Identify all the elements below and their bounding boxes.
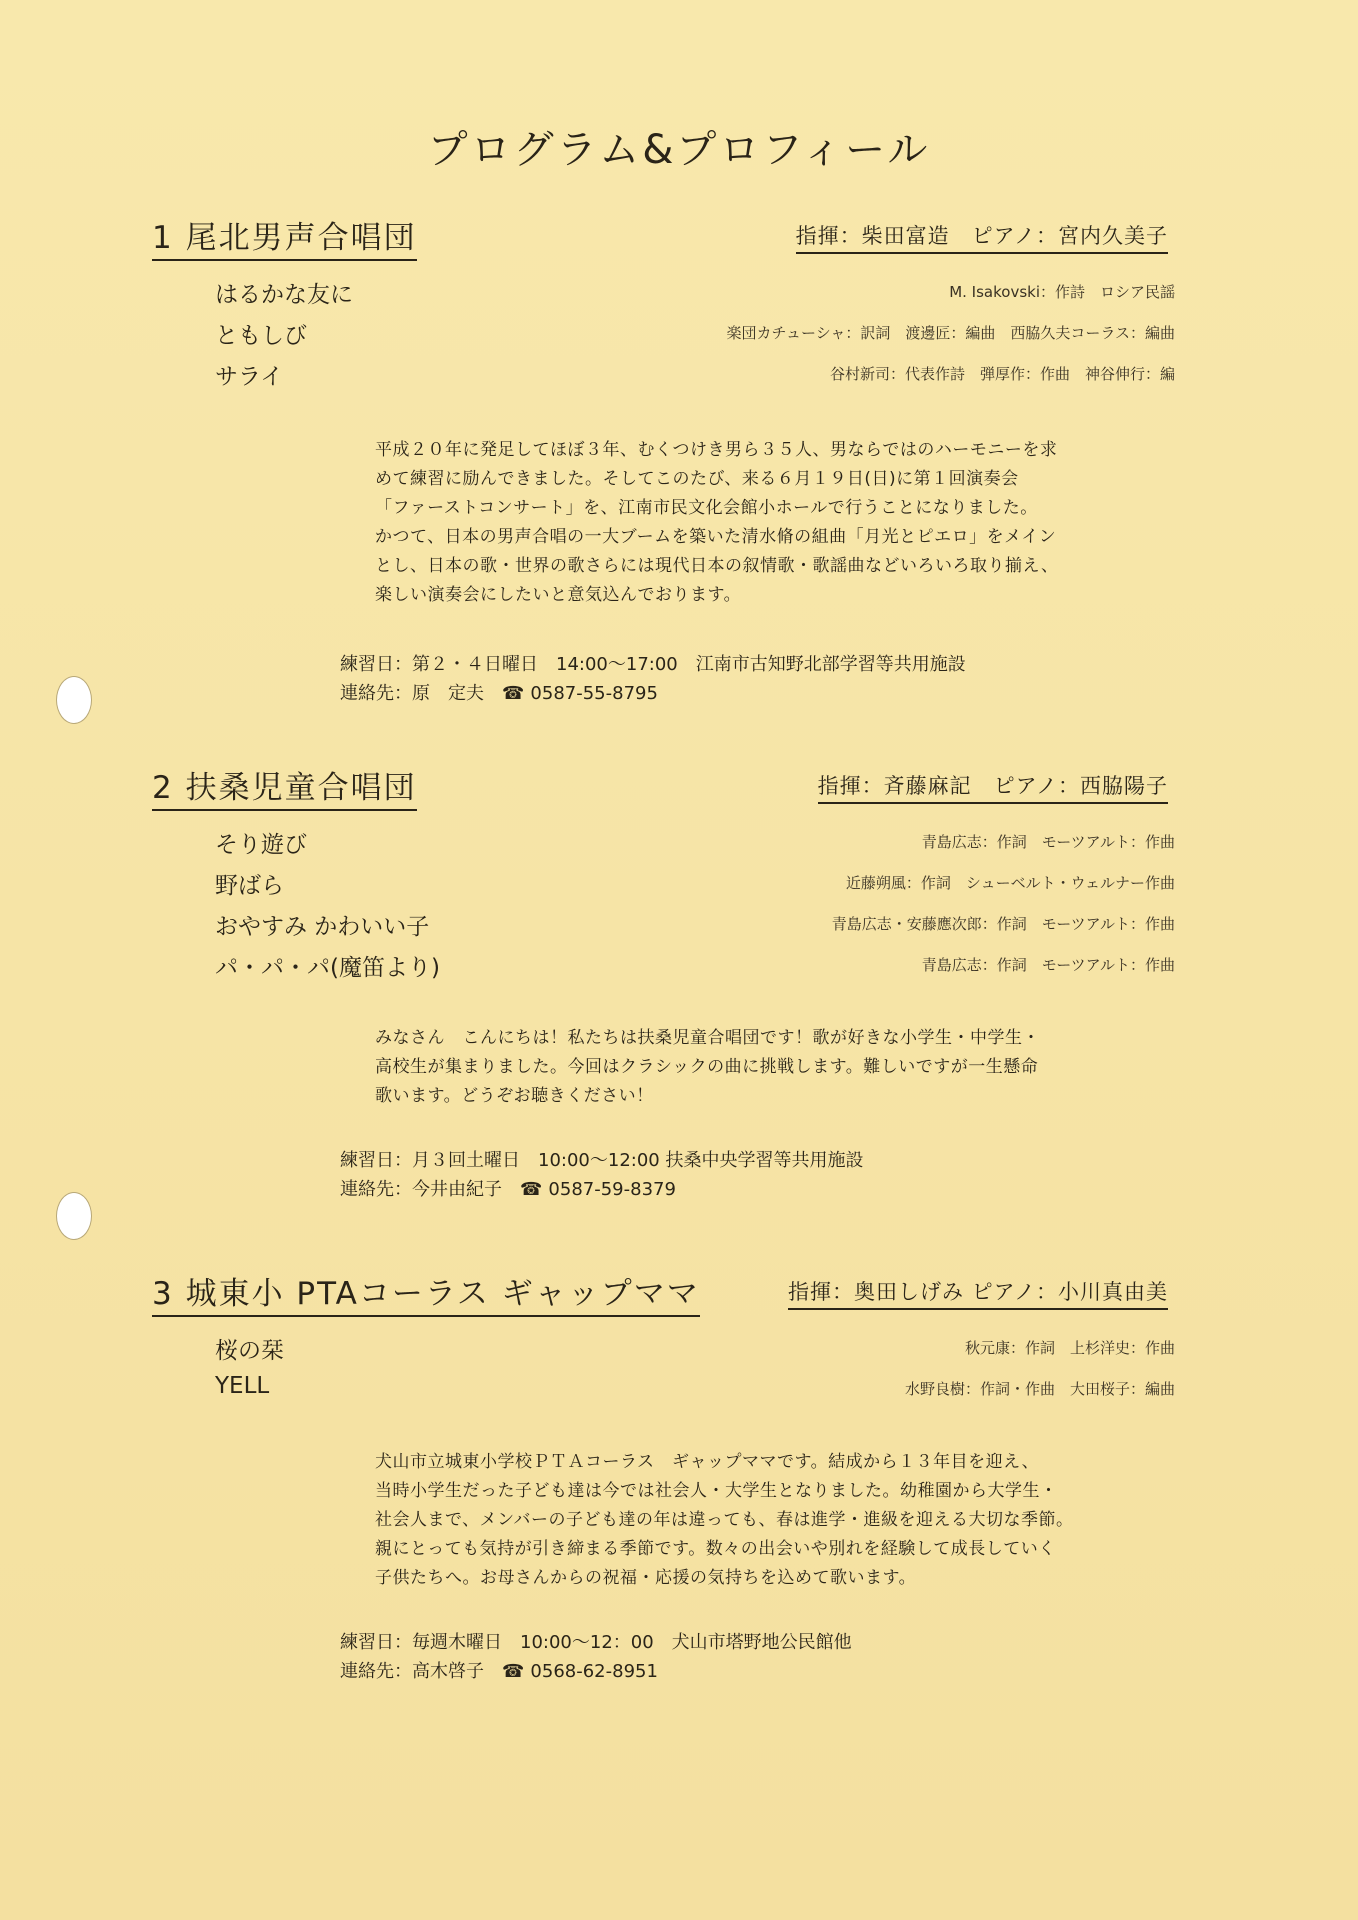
song-credit: 青島広志・安藤應次郎：作詞 モーツアルト：作曲 [831, 915, 1175, 933]
practice-schedule: 練習日：月３回土曜日 10:00～12:00 扶桑中央学習等共用施設 [340, 1150, 864, 1171]
punch-hole [56, 676, 92, 724]
song-title: YELL [215, 1373, 270, 1399]
description-line: 楽しい演奏会にしたいと意気込んでおります。 [375, 585, 742, 605]
description-line: 高校生が集まりました。今回はクラシックの曲に挑戦します。難しいですが一生懸命 [375, 1057, 1039, 1077]
song-row [215, 867, 1175, 897]
song-row [215, 949, 1175, 979]
phone-number: 0568-62-8951 [530, 1661, 658, 1682]
practice-info [340, 1146, 863, 1204]
song-credit: 楽団カチューシャ：訳詞 渡邊匠：編曲 西脇久夫コーラス：編曲 [726, 324, 1175, 342]
song-row [215, 276, 1175, 306]
section-staff: 指揮：柴田富造 ピアノ：宮内久美子 [796, 220, 1168, 254]
punch-hole [56, 1192, 92, 1240]
song-credit: 青島広志：作詞 モーツアルト：作曲 [921, 956, 1175, 974]
song-title: ともしび [215, 323, 307, 349]
song-title: おやすみ かわいい子 [215, 914, 430, 940]
description-line: 平成２０年に発足してほぼ３年、むくつけき男ら３５人、男ならではのハーモニーを求 [375, 440, 1058, 460]
song-row [215, 317, 1175, 347]
page-title: プログラム&プロフィール [427, 127, 931, 173]
description-line: 親にとっても気持が引き締まる季節です。数々の出会いや別れを経験して成長していく [375, 1539, 1056, 1559]
section-heading: 2 扶桑児童合唱団 [152, 762, 417, 811]
song-credit: 青島広志：作詞 モーツアルト：作曲 [921, 833, 1175, 851]
section-staff: 指揮：奥田しげみ ピアノ：小川真由美 [788, 1276, 1168, 1310]
contact-name: 連絡先：原 定夫 [340, 683, 484, 704]
practice-info [340, 1628, 852, 1686]
description-line: 当時小学生だった子ども達は今では社会人・大学生となりました。幼稚園から大学生・ [375, 1481, 1058, 1501]
description-line: 歌います。どうぞお聴きください！ [375, 1086, 654, 1106]
description-line: 犬山市立城東小学校ＰＴＡコーラス ギャップママです。結成から１３年目を迎え、 [375, 1452, 1040, 1472]
section-description [375, 436, 1195, 610]
song-title: 桜の栞 [215, 1338, 284, 1364]
description-line: みなさん こんにちは！私たちは扶桑児童合唱団です！歌が好きな小学生・中学生・ [375, 1028, 1040, 1048]
description-line: 「ファーストコンサート」を、江南市民文化会館小ホールで行うことになりました。 [375, 498, 1038, 518]
song-title: サライ [215, 364, 284, 390]
section-description [375, 1024, 1195, 1111]
description-line: とし、日本の歌・世界の歌さらには現代日本の叙情歌・歌謡曲などいろいろ取り揃え、 [375, 556, 1059, 576]
song-credit: M. Isakovski：作詩 ロシア民謡 [949, 283, 1175, 301]
song-row [215, 1373, 1175, 1403]
song-row [215, 1332, 1175, 1362]
phone-icon: ☎ [520, 1179, 543, 1200]
description-line: 社会人まで、メンバーの子ども達の年は違っても、春は進学・進級を迎える大切な季節。 [375, 1510, 1074, 1530]
section-heading: 3 城東小 PTAコーラス ギャップママ [152, 1268, 700, 1317]
practice-schedule: 練習日：毎週木曜日 10:00～12：00 犬山市塔野地公民館他 [340, 1632, 852, 1653]
song-credit: 近藤朔風：作詞 シューベルト・ウェルナー作曲 [845, 874, 1175, 892]
phone-number: 0587-55-8795 [530, 683, 658, 704]
description-line: 子供たちへ。お母さんからの祝福・応援の気持ちを込めて歌います。 [375, 1568, 917, 1588]
description-line: かつて、日本の男声合唱の一大ブームを築いた清水脩の組曲「月光とピエロ」をメイン [375, 527, 1057, 547]
contact-name: 連絡先：高木啓子 [340, 1661, 484, 1682]
contact-name: 連絡先：今井由紀子 [340, 1179, 502, 1200]
song-row [215, 358, 1175, 388]
phone-icon: ☎ [502, 683, 525, 704]
practice-schedule: 練習日：第２・４日曜日 14:00～17:00 江南市古知野北部学習等共用施設 [340, 654, 966, 675]
contact-line [340, 679, 966, 708]
song-credit: 秋元康：作詞 上杉洋史：作曲 [964, 1339, 1175, 1357]
contact-line [340, 1657, 852, 1686]
song-title: そり遊び [215, 832, 307, 858]
description-line: めて練習に励んできました。そしてこのたび、来る６月１９日(日)に第１回演奏会 [375, 469, 1019, 489]
song-credit: 水野良樹：作詞・作曲 大田桜子：編曲 [904, 1380, 1175, 1398]
song-credit: 谷村新司：代表作詩 弾厚作：作曲 神谷伸行：編 [829, 365, 1175, 383]
contact-line [340, 1175, 863, 1204]
song-title: 野ばら [215, 873, 284, 899]
practice-info [340, 650, 966, 708]
section-staff: 指揮：斉藤麻記 ピアノ：西脇陽子 [818, 770, 1168, 804]
phone-icon: ☎ [502, 1661, 525, 1682]
song-title: はるかな友に [215, 282, 353, 308]
section-heading: 1 尾北男声合唱団 [152, 212, 417, 261]
song-row [215, 826, 1175, 856]
song-title: パ・パ・パ(魔笛より) [215, 955, 440, 981]
phone-number: 0587-59-8379 [548, 1179, 676, 1200]
section-description [375, 1448, 1195, 1593]
song-row [215, 908, 1175, 938]
